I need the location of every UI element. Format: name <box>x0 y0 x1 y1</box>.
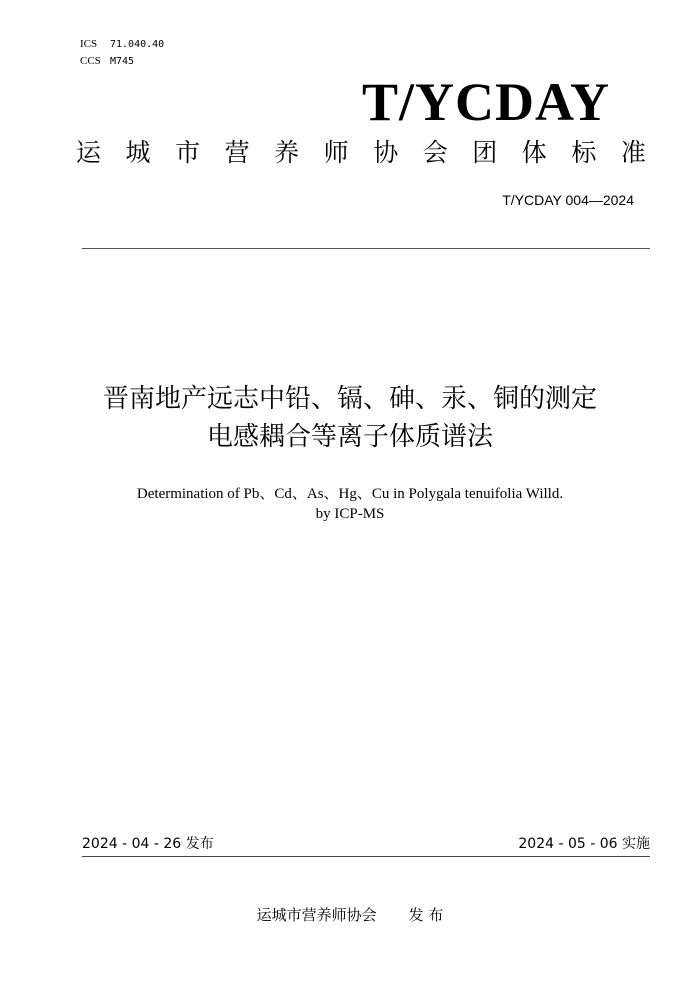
org-char: 运 <box>76 138 102 167</box>
ics-code: 71.040.40 <box>110 39 165 50</box>
standard-number: T/YCDAY 004—2024 <box>502 192 634 208</box>
publish-word: 发 布 <box>408 906 444 924</box>
publisher-name: 运城市营养师协会 <box>256 906 377 924</box>
date-row <box>82 834 650 854</box>
org-char: 准 <box>620 138 646 167</box>
ics-line <box>80 36 164 53</box>
org-char: 营 <box>224 138 250 167</box>
title-line-1: 晋南地产远志中铅、镉、砷、汞、铜的测定 <box>102 384 597 414</box>
english-title-line-2: by ICP-MS <box>315 506 385 522</box>
ccs-line <box>80 53 164 70</box>
document-title <box>40 380 660 456</box>
ccs-code: M745 <box>110 56 135 67</box>
org-char: 标 <box>571 138 597 167</box>
org-char: 城 <box>125 138 151 167</box>
english-title-line-1: Determination of Pb、Cd、As、Hg、Cu in Polygala tenuifolia Willd. <box>136 486 564 502</box>
standard-logo: T/YCDAY <box>361 72 610 132</box>
ics-label: ICS <box>80 38 98 50</box>
org-char: 协 <box>373 138 399 167</box>
header-divider <box>82 248 650 249</box>
org-char: 会 <box>422 138 448 167</box>
ccs-label: CCS <box>80 55 101 67</box>
english-title <box>40 484 660 524</box>
footer-divider <box>82 856 650 857</box>
organization-name <box>76 136 646 170</box>
title-line-2: 电感耦合等离子体质谱法 <box>206 422 493 452</box>
issue-date: 2024 - 04 - 26 发布 <box>82 836 214 852</box>
classification-codes <box>80 36 164 70</box>
org-char: 养 <box>274 138 300 167</box>
publisher-line <box>0 904 700 926</box>
org-char: 市 <box>175 138 201 167</box>
implement-date: 2024 - 05 - 06 实施 <box>518 836 650 852</box>
org-char: 团 <box>472 138 498 167</box>
org-char: 体 <box>521 138 547 167</box>
org-char: 师 <box>323 138 349 167</box>
